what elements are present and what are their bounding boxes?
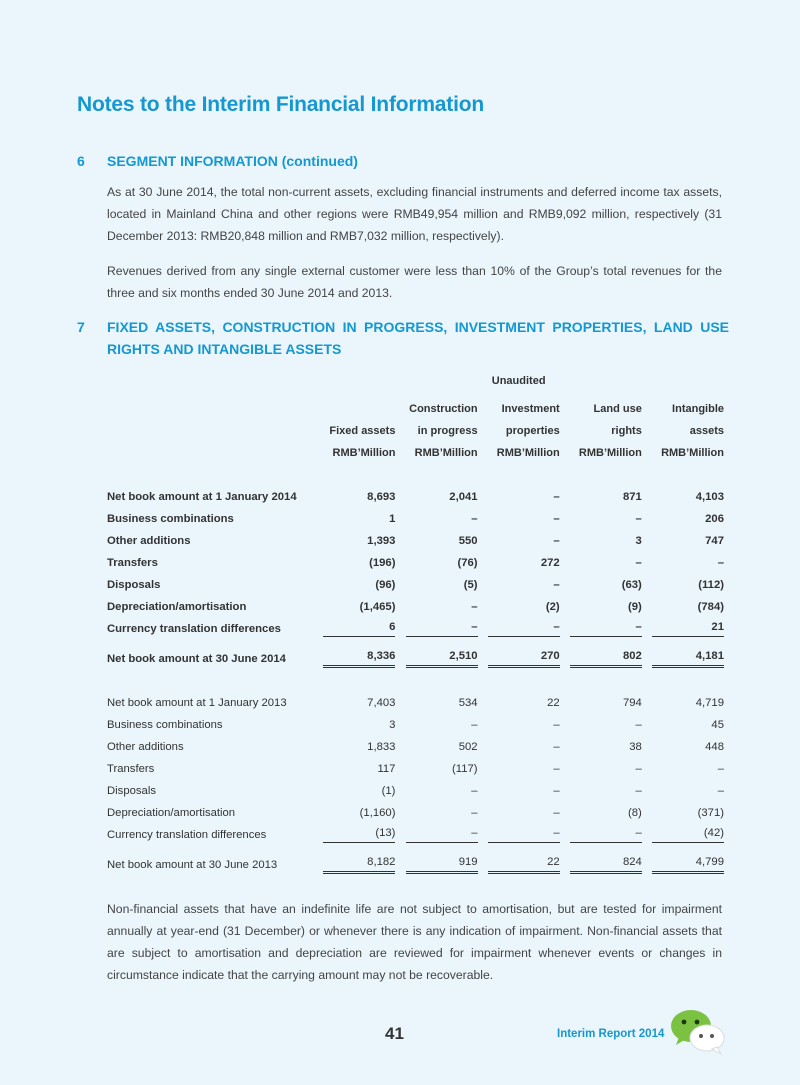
column-header-l2: rights <box>611 425 642 437</box>
table-row <box>107 802 724 824</box>
cell-value: 3 <box>389 719 396 731</box>
cell-value: – <box>471 807 478 819</box>
cell-value: (5) <box>463 579 478 591</box>
cell-value: 919 <box>395 854 477 876</box>
cell-value: – <box>635 719 642 731</box>
unaudited-row <box>107 370 724 392</box>
cell-value: (1) <box>381 785 396 797</box>
cell-value: 794 <box>622 697 642 709</box>
row-label: Net book amount at 1 January 2014 <box>107 491 297 503</box>
fixed-assets-table <box>107 370 724 876</box>
column-header-unit: RMB’Million <box>414 447 478 459</box>
cell-value: 8,693 <box>367 491 396 503</box>
table-row <box>107 758 724 780</box>
cell-value: 3 <box>635 535 642 547</box>
cell-value: (117) <box>452 763 478 775</box>
cell-value: 1,833 <box>367 741 396 753</box>
segment-paragraph-1: As at 30 June 2014, the total non-current assets, excluding financial instruments and deferred income tax assets, located in Mainland China and other regions were RMB49,954 million and RMB9,092 million, respectively (31 December 2013: RMB20,848 million and RMB7,032 million, respectively). <box>107 185 722 243</box>
row-label: Net book amount at 1 January 2013 <box>107 697 287 709</box>
cell-value: (76) <box>457 557 478 569</box>
row-label: Currency translation differences <box>107 829 267 841</box>
cell-value: – <box>478 618 560 640</box>
impairment-note: Non-financial assets that have an indefinite life are not subject to amortisation, but are tested for impairment annually at year-end (31 December) or whenever there is any indication of impairment. Non-financial assets that are subject to amortisation and depreciation are reviewed for impairment whenever events or changes in circumstance indicate that the carrying amount may not be recoverable. <box>107 902 722 982</box>
row-label: Business combinations <box>107 719 223 731</box>
unaudited-label: Unaudited <box>491 375 546 387</box>
table-row <box>107 692 724 714</box>
cell-value: (8) <box>628 807 642 819</box>
section-title: FIXED ASSETS, CONSTRUCTION IN PROGRESS, INVESTMENT PROPERTIES, LAND USE RIGHTS AND INTANGIBLE ASSETS <box>107 319 729 357</box>
cell-value: (112) <box>698 579 724 591</box>
cell-value: 45 <box>711 719 724 731</box>
cell-value: (13) <box>313 824 395 846</box>
row-label: Net book amount at 30 June 2014 <box>107 653 286 665</box>
header-row-1 <box>107 398 724 420</box>
cell-value: (96) <box>375 579 396 591</box>
column-header-l2: properties <box>505 425 560 437</box>
cell-value: – <box>553 513 560 525</box>
cell-value: – <box>471 513 478 525</box>
cell-value: – <box>560 824 642 846</box>
column-header-l1 <box>313 398 395 420</box>
cell-value: 206 <box>705 513 724 525</box>
table-row <box>107 508 724 530</box>
cell-value: 270 <box>478 648 560 670</box>
row-label: Transfers <box>107 557 158 569</box>
cell-value: – <box>717 763 724 775</box>
column-header-unit: RMB’Million <box>578 447 642 459</box>
row-label: Business combinations <box>107 513 234 525</box>
cell-value: 747 <box>705 535 724 547</box>
table-row <box>107 736 724 758</box>
table-row <box>107 714 724 736</box>
section-title: SEGMENT INFORMATION (continued) <box>107 153 358 169</box>
cell-value: 7,403 <box>367 697 396 709</box>
cell-value: 550 <box>458 535 478 547</box>
cell-value: 8,182 <box>313 854 395 876</box>
cell-value: 1,393 <box>367 535 396 547</box>
report-name: Interim Report 2014 <box>557 1028 665 1040</box>
cell-value: – <box>635 785 642 797</box>
cell-value: (784) <box>697 601 724 613</box>
cell-value: (371) <box>697 807 724 819</box>
cell-value: – <box>553 807 560 819</box>
cell-value: 871 <box>622 491 642 503</box>
cell-value: – <box>635 763 642 775</box>
cell-value: – <box>395 618 477 640</box>
page-title: Notes to the Interim Financial Information <box>77 93 484 116</box>
cell-value: (2) <box>545 601 560 613</box>
cell-value: 4,719 <box>695 697 724 709</box>
column-header-l2: in progress <box>417 425 478 437</box>
cell-value: – <box>553 741 560 753</box>
cell-value: 117 <box>377 763 396 775</box>
table-row <box>107 596 724 618</box>
cell-value: – <box>471 785 478 797</box>
segment-paragraph-2: Revenues derived from any single external customer were less than 10% of the Group’s total revenues for the three and six months ended 30 June 2014 and 2013. <box>107 264 722 300</box>
table-row <box>107 552 724 574</box>
column-header-unit: RMB’Million <box>661 447 724 459</box>
table-row <box>107 648 724 670</box>
cell-value: – <box>553 535 560 547</box>
row-label: Transfers <box>107 763 155 775</box>
section-number: 7 <box>77 319 85 335</box>
cell-value: 4,103 <box>695 491 724 503</box>
table-row <box>107 574 724 596</box>
cell-value: – <box>717 785 724 797</box>
row-label: Disposals <box>107 579 161 591</box>
cell-value: – <box>553 763 560 775</box>
cell-value: 4,181 <box>642 648 724 670</box>
cell-value: 272 <box>540 557 560 569</box>
cell-value: – <box>635 513 642 525</box>
cell-value: – <box>395 824 477 846</box>
cell-value: – <box>635 557 642 569</box>
cell-value: – <box>471 601 478 613</box>
cell-value: – <box>560 618 642 640</box>
column-header-unit: RMB’Million <box>332 447 396 459</box>
cell-value: 38 <box>629 741 642 753</box>
table-row <box>107 618 724 640</box>
row-label: Depreciation/amortisation <box>107 601 247 613</box>
cell-value: (9) <box>628 601 642 613</box>
row-label: Net book amount at 30 June 2013 <box>107 859 278 871</box>
table-row <box>107 780 724 802</box>
cell-value: 6 <box>313 618 395 640</box>
row-label: Currency translation differences <box>107 623 281 635</box>
section-number: 6 <box>77 153 85 169</box>
cell-value: – <box>553 785 560 797</box>
row-label: Other additions <box>107 741 184 753</box>
page-number: 41 <box>385 1024 404 1043</box>
cell-value: 8,336 <box>313 648 395 670</box>
cell-value: 1 <box>389 513 396 525</box>
cell-value: 2,041 <box>449 491 478 503</box>
column-header-l1: Intangible <box>672 403 724 415</box>
cell-value: 502 <box>458 741 478 753</box>
cell-value: – <box>553 579 560 591</box>
header-row-2 <box>107 420 724 442</box>
cell-value: (196) <box>369 557 396 569</box>
cell-value: 4,799 <box>642 854 724 876</box>
cell-value: 824 <box>560 854 642 876</box>
cell-value: – <box>478 824 560 846</box>
column-header-l2: Fixed assets <box>329 425 396 437</box>
table-row <box>107 854 724 876</box>
cell-value: 22 <box>478 854 560 876</box>
column-header-l2: assets <box>689 425 724 437</box>
cell-value: – <box>553 491 560 503</box>
column-header-unit: RMB’Million <box>496 447 560 459</box>
cell-value: 534 <box>458 697 478 709</box>
column-header-l1: Investment <box>501 403 560 415</box>
row-label: Disposals <box>107 785 156 797</box>
cell-value: – <box>471 719 478 731</box>
cell-value: 2,510 <box>395 648 477 670</box>
cell-value: (63) <box>621 579 642 591</box>
column-header-l1: Land use <box>593 403 642 415</box>
table-row <box>107 530 724 552</box>
table-row <box>107 486 724 508</box>
cell-value: (42) <box>642 824 724 846</box>
cell-value: – <box>717 557 724 569</box>
cell-value: (1,160) <box>359 807 396 819</box>
wechat-logo-icon <box>667 1006 729 1058</box>
cell-value: 802 <box>560 648 642 670</box>
header-row-unit <box>107 442 724 464</box>
cell-value: 448 <box>705 741 724 753</box>
cell-value: 22 <box>547 697 560 709</box>
row-label: Other additions <box>107 535 191 547</box>
table-row <box>107 824 724 846</box>
cell-value: – <box>553 719 560 731</box>
cell-value: (1,465) <box>359 601 396 613</box>
column-header-l1: Construction <box>409 403 478 415</box>
row-label: Depreciation/amortisation <box>107 807 236 819</box>
cell-value: 21 <box>642 618 724 640</box>
